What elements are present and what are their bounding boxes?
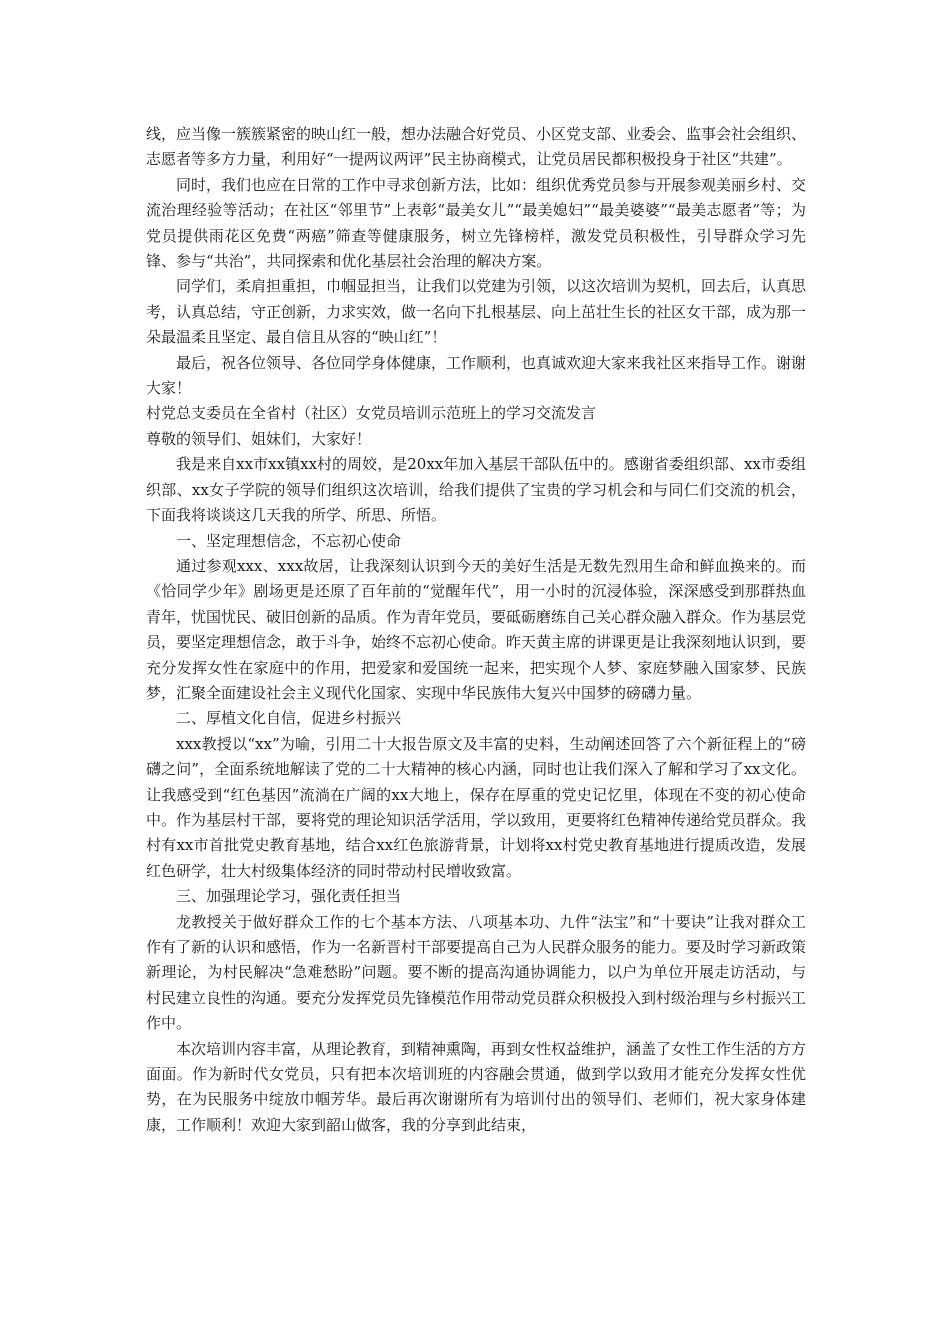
paragraph-section-1: 通过参观xxx、xxx故居，让我深刻认识到今天的美好生活是无数先烈用生命和鲜血换来的。而《恰同学少年》剧场更是还原了百年前的“觉醒年代”，用一小时的沉浸体验，深深感受到那群热血青年，忧国忧民、破旧创新的品质。作为青年党员，要砥砺磨练自己关心群众融入群众。作为基层党员，要坚定理想信念，敢于斗争，始终不忘初心使命。昨天黄主席的讲课更是让我深刻地认识到，要充分发挥女性在家庭中的作用，把爱家和爱国统一起来，把实现个人梦、家庭梦融入国家梦、民族梦，汇聚全面建设社会主义现代化国家、实现中华民族伟大复兴中国梦的磅礴力量。 xyxy=(146,556,807,702)
section-heading-2: 二、厚植文化自信，促进乡村振兴 xyxy=(176,709,402,728)
document-body xyxy=(146,122,806,1138)
section-heading-3: 三、加强理论学习，强化责任担当 xyxy=(176,887,402,906)
paragraph-section-3: 龙教授关于做好群众工作的七个基本方法、八项基本功、九件“法宝”和“十要诀”让我对群众工作有了新的认识和感悟，作为一名新晋村干部要提高自己为人民群众服务的能力。要及时学习新政策新理论，为村民解决“急难愁盼”问题。要不断的提高沟通协调能力，以户为单位开展走访活动，与村民建立良性的沟通。要充分发挥党员先锋模范作用带动党员群众积极投入到村级治理与乡村振兴工作中。 xyxy=(146,912,807,1033)
speech-title: 村党总支委员在全省村（社区）女党员培训示范班上的学习交流发言 xyxy=(146,404,597,423)
paragraph-call-to-action: 同学们，柔肩担重担，巾帼显担当，让我们以党建为引领，以这次培训为契机，回去后，认真思考，认真总结，守正创新，力求实效，做一名向下扎根基层、向上茁壮生长的社区女干部，成为那一朵最温柔且坚定、最自信且从容的“映山红”！ xyxy=(146,277,807,347)
paragraph-conclusion: 本次培训内容丰富，从理论教育，到精神熏陶，再到女性权益维护，涵盖了女性工作生活的方方面面。作为新时代女党员，只有把本次培训班的内容融会贯通，做到学以致用才能充分发挥女性优势，在为民服务中绽放巾帼芳华。最后再次谢谢所有为培训付出的领导们、老师们，祝大家身体建康，工作顺利！欢迎大家到韶山做客，我的分享到此结束， xyxy=(146,1039,807,1134)
section-heading-1: 一、坚定理想信念，不忘初心使命 xyxy=(176,531,402,550)
paragraph-section-2: xxx教授以“xx”为喻，引用二十大报告原文及丰富的史料，生动阐述回答了六个新征程上的“磅礴之问”，全面系统地解读了党的二十大精神的核心内涵，同时也让我们深入了解和学习了xx文化。让我感受到“红色基因”流淌在广阔的xx大地上，保存在厚重的党史记忆里，体现在不变的初心使命中。作为基层村干部，要将党的理论知识活学活用，学以致用，更要将红色精神传递给党员群众。我村有xx市首批党史教育基地，结合xx红色旅游背景，计划将xx村党史教育基地进行提质改造，发展红色研学，壮大村级集体经济的同时带动村民增收致富。 xyxy=(146,734,807,880)
paragraph-introduction: 我是来自xx市xx镇xx村的周姣，是20xx年加入基层干部队伍中的。感谢省委组织部、xx市委组织部、xx女子学院的领导们组织这次培训，给我们提供了宝贵的学习机会和与同仁们交流的机会，下面我将谈谈这几天我的所学、所思、所悟。 xyxy=(146,455,806,525)
salutation: 尊敬的领导们、姐妹们，大家好！ xyxy=(146,429,372,448)
paragraph-closing-thanks: 最后，祝各位领导、各位同学身体健康，工作顺利，也真诚欢迎大家来我社区来指导工作。谢谢大家！ xyxy=(146,353,807,398)
paragraph-continuation: 线，应当像一簇簇紧密的映山红一般，想办法融合好党员、小区党支部、业委会、监事会社会组织、志愿者等多方力量，利用好“一提两议两评”民主协商模式，让党员居民都积极投身于社区“共建”。 xyxy=(146,125,807,169)
paragraph-innovation: 同时，我们也应在日常的工作中寻求创新方法，比如：组织优秀党员参与开展参观美丽乡村、交流治理经验等活动；在社区“邻里节”上表彰“最美女儿”“最美媳妇”“最美婆婆”“最美志愿者”等；为党员提供雨花区免费“两癌”筛查等健康服务，树立先锋榜样，激发党员积极性，引导群众学习先锋、参与“共治”，共同探索和优化基层社会治理的解决方案。 xyxy=(146,175,807,271)
